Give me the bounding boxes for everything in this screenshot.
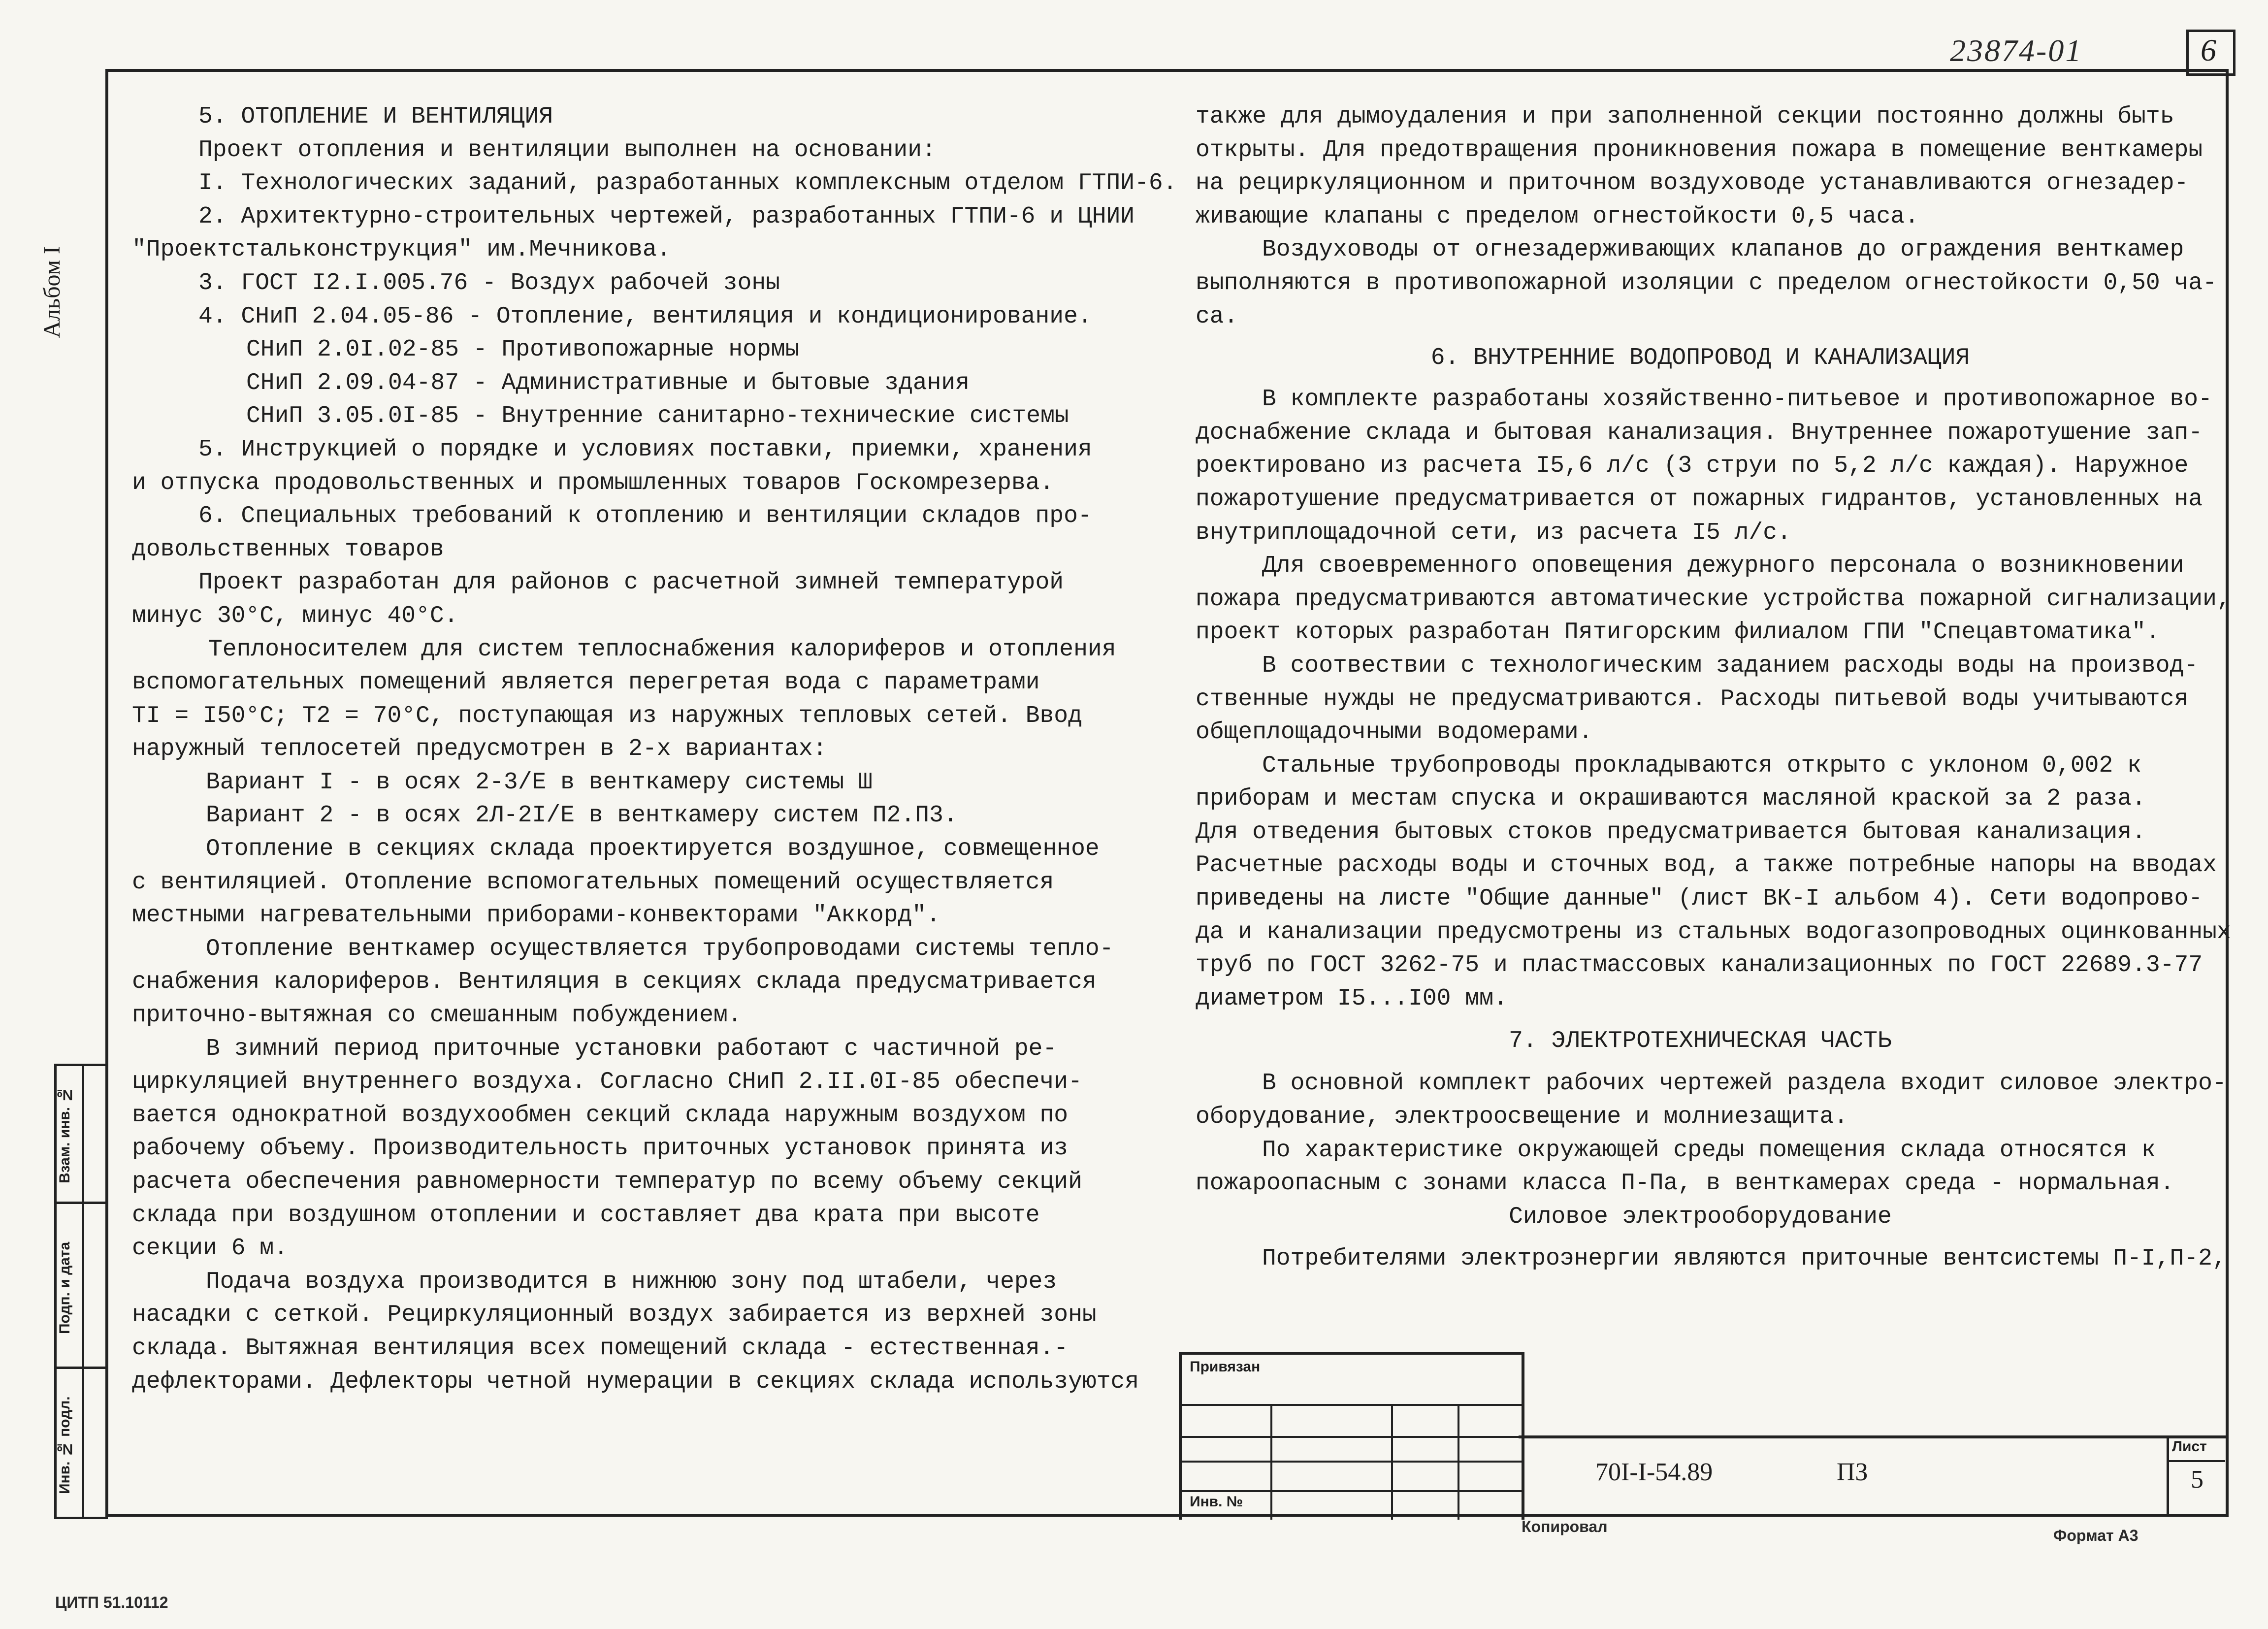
section-heading-heating: 5. ОТОПЛЕНИЕ И ВЕНТИЛЯЦИЯ bbox=[198, 103, 553, 130]
sheet-divider bbox=[2169, 1460, 2225, 1462]
text-line: оборудование, электроосвещение и молниезащита. bbox=[1196, 1104, 1848, 1131]
sheet-label: Лист bbox=[2172, 1438, 2207, 1455]
text-line: на рециркуляционном и приточном воздуховоде устанавливаются огнезадер- bbox=[1196, 170, 2189, 197]
text-line: СНиП 2.0I.02-85 - Противопожарные нормы bbox=[246, 336, 800, 363]
text-line: Для своевременного оповещения дежурного персонала о возникновении bbox=[1262, 553, 2184, 580]
text-line: живающие клапаны с пределом огнестойкости 0,5 часа. bbox=[1196, 203, 1919, 230]
text-line: пожароопасным с зонами класса П-Па, в венткамерах среда - нормальная. bbox=[1196, 1170, 2174, 1197]
table-line bbox=[1391, 1404, 1393, 1520]
text-line: По характеристике окружающей среды помещения склада относятся к bbox=[1262, 1137, 2156, 1164]
text-line: Отопление венткамер осуществляется трубопроводами системы тепло- bbox=[206, 935, 1114, 962]
text-line: Вариант 2 - в осях 2Л-2I/Е в венткамеру систем П2.П3. bbox=[206, 802, 958, 829]
table-line bbox=[1182, 1490, 1522, 1492]
text-line: "Проектстальконструкция" им.Мечникова. bbox=[132, 236, 671, 263]
text-line: секции 6 м. bbox=[132, 1235, 288, 1262]
text-line: минус 30°С, минус 40°С. bbox=[132, 602, 458, 629]
text-line: В соотвествии с технологическим заданием расходы воды на производ- bbox=[1262, 652, 2199, 679]
text-line: с вентиляцией. Отопление вспомогательных помещений осуществляется bbox=[132, 869, 1054, 896]
document-type: ПЗ bbox=[1837, 1458, 1868, 1486]
text-line: приточно-вытяжная со смешанным побуждением. bbox=[132, 1002, 742, 1029]
text-line: наружный теплосетей предусмотрен в 2-х вариантах: bbox=[132, 736, 827, 763]
text-line: снабжения калориферов. Вентиляция в секциях склада предусматривается bbox=[132, 969, 1097, 996]
text-line: СНиП 3.05.0I-85 - Внутренние санитарно-технические системы bbox=[246, 403, 1069, 430]
text-line: также для дымоудаления и при заполненной секции постоянно должны быть bbox=[1196, 103, 2174, 130]
title-block-attachment-table bbox=[1179, 1352, 1524, 1520]
text-line: пожаротушение предусматривается от пожарных гидрантов, установленных на bbox=[1196, 486, 2203, 513]
text-line: Вариант I - в осях 2-3/Е в венткамеру системы Ш bbox=[206, 769, 873, 796]
strip-divider bbox=[57, 1367, 108, 1369]
text-line: пожара предусматриваются автоматические устройства пожарной сигнализации, bbox=[1196, 586, 2231, 613]
text-line: да и канализации предусмотрены из стальных водогазопроводных оцинкованных bbox=[1196, 918, 2231, 945]
text-line: местными нагревательными приборами-конвекторами "Аккорд". bbox=[132, 902, 940, 929]
text-line: и отпуска продовольственных и промышленных товаров Госкомрезерва. bbox=[132, 469, 1054, 496]
text-line: дефлекторами. Дефлекторы четной нумерации в секциях склада используются bbox=[132, 1368, 1139, 1395]
text-line: ственные нужды не предусматриваются. Расходы питьевой воды учитываются bbox=[1196, 685, 2189, 713]
text-line: проект которых разработан Пятигорским филиалом ГПИ "Спецавтоматика". bbox=[1196, 619, 2160, 646]
sheet-cell bbox=[2167, 1435, 2225, 1514]
text-line: приведены на листе "Общие данные" (лист ВК-I альбом 4). Сети водопрово- bbox=[1196, 885, 2203, 912]
text-line: открыты. Для предотвращения проникновения пожара в помещение венткамеры bbox=[1196, 136, 2203, 163]
text-line: Для отведения бытовых стоков предусматривается бытовая канализация. bbox=[1196, 818, 2146, 846]
text-line: расчета обеспечения равномерности температур по всему объему секций bbox=[132, 1169, 1082, 1195]
text-line: склада. Вытяжная вентиляция всех помещений склада - естественная.- bbox=[132, 1335, 1069, 1362]
inv-number-label: Инв. № bbox=[1190, 1494, 1243, 1510]
text-line: 3. ГОСТ I2.I.005.76 - Воздух рабочей зоны bbox=[198, 269, 780, 296]
subsection-heading-power: Силовое электрооборудование bbox=[1509, 1203, 1892, 1230]
strip-label-original-inv: Инв. № подл. bbox=[57, 1396, 73, 1495]
text-line: приборам и местам спуска и окрашиваются масляной краской за 2 раза. bbox=[1196, 785, 2146, 813]
text-line: диаметром I5...I00 мм. bbox=[1196, 985, 1508, 1012]
text-line: В основной комплект рабочих чертежей раздела входит силовое электро- bbox=[1262, 1070, 2227, 1097]
text-line: 6. Специальных требований к отоплению и вентиляции складов про- bbox=[198, 503, 1092, 530]
text-line: TI = I50°С; Т2 = 70°С, поступающая из наружных тепловых сетей. Ввод bbox=[132, 702, 1082, 729]
copied-by-label: Копировал bbox=[1522, 1518, 1608, 1535]
text-line: довольственных товаров bbox=[132, 536, 444, 563]
document-code: 70I-I-54.89 bbox=[1595, 1458, 1713, 1486]
text-line: Проект разработан для районов с расчетной зимней температурой bbox=[198, 569, 1064, 596]
format-label: Формат А3 bbox=[2053, 1527, 2138, 1544]
text-line: Подача воздуха производится в нижнюю зону под штабели, через bbox=[206, 1268, 1057, 1295]
table-line bbox=[1182, 1436, 1522, 1438]
text-line: Проект отопления и вентиляции выполнен на основании: bbox=[198, 136, 936, 163]
text-line: труб по ГОСТ 3262-75 и пластмассовых канализационных по ГОСТ 22689.3-77 bbox=[1196, 952, 2203, 979]
text-line: Стальные трубопроводы прокладываются открыто с уклоном 0,002 к bbox=[1262, 752, 2141, 779]
strip-vertical-divider bbox=[82, 1066, 84, 1517]
strip-divider bbox=[57, 1202, 108, 1204]
strip-label-replacement: Взам. инв. № bbox=[57, 1086, 73, 1184]
page-number: 6 bbox=[2201, 33, 2216, 67]
text-line: Потребителями электроэнергии являются приточные вентсистемы П-I,П-2, bbox=[1262, 1245, 2227, 1272]
text-line: выполняются в противопожарной изоляции с пределом огнестойкости 0,50 ча- bbox=[1196, 269, 2217, 296]
strip-label-signature-date: Подп. и дата bbox=[57, 1241, 73, 1334]
sheet-number: 5 bbox=[2191, 1466, 2203, 1494]
text-line: общеплощадочными водомерами. bbox=[1196, 719, 1593, 746]
text-line: Отопление в секциях склада проектируется воздушное, совмещенное bbox=[206, 836, 1100, 863]
left-text-column bbox=[132, 100, 1177, 1399]
text-line: Расчетные расходы воды и сточных вод, а также потребные напоры на вводах bbox=[1196, 852, 2217, 879]
text-line: Воздуховоды от огнезадерживающих клапанов до ограждения венткамер bbox=[1262, 236, 2184, 263]
text-line: СНиП 2.09.04-87 - Административные и бытовые здания bbox=[246, 369, 970, 396]
text-line: I. Технологических заданий, разработанных комплексным отделом ГТПИ-6. bbox=[198, 170, 1177, 197]
text-line: доснабжение склада и бытовая канализация. Внутреннее пожаротушение зап- bbox=[1196, 419, 2203, 446]
text-line: вспомогательных помещений является перегретая вода с параметрами bbox=[132, 669, 1040, 696]
text-line: рабочему объему. Производительность приточных установок принята из bbox=[132, 1135, 1069, 1162]
binding-strip bbox=[54, 1064, 108, 1519]
section-heading-water: 6. ВНУТРЕННИЕ ВОДОПРОВОД И КАНАЛИЗАЦИЯ bbox=[1430, 345, 1970, 372]
handwritten-doc-code: 23874-01 bbox=[1950, 33, 2083, 68]
org-code: ЦИТП 51.10112 bbox=[55, 1594, 168, 1611]
text-line: 2. Архитектурно-строительных чертежей, разработанных ГТПИ-6 и ЦНИИ bbox=[198, 203, 1135, 230]
text-line: 5. Инструкцией о порядке и условиях поставки, приемки, хранения bbox=[198, 436, 1092, 463]
text-line: са. bbox=[1196, 303, 1238, 330]
table-line bbox=[1182, 1461, 1522, 1463]
text-line: В зимний период приточные установки работают с частичной ре- bbox=[206, 1035, 1057, 1062]
text-line: 4. СНиП 2.04.05-86 - Отопление, вентиляция и кондиционирование. bbox=[198, 303, 1092, 330]
attached-label: Привязан bbox=[1190, 1359, 1261, 1375]
right-text-column bbox=[1196, 100, 2231, 1276]
text-line: роектировано из расчета I5,6 л/с (3 струи по 5,2 л/с каждая). Наружное bbox=[1196, 453, 2189, 480]
table-line bbox=[1458, 1404, 1459, 1520]
text-line: насадки с сеткой. Рециркуляционный воздух забирается из верхней зоны bbox=[132, 1302, 1097, 1329]
table-line bbox=[1182, 1404, 1522, 1406]
text-line: вается однократной воздухообмен секций склада наружным воздухом по bbox=[132, 1102, 1069, 1129]
section-heading-electrical: 7. ЭЛЕКТРОТЕХНИЧЕСКАЯ ЧАСТЬ bbox=[1509, 1028, 1892, 1055]
text-line: В комплекте разработаны хозяйственно-питьевое и противопожарное во- bbox=[1262, 386, 2212, 413]
text-line: склада при воздушном отоплении и составляет два крата при высоте bbox=[132, 1202, 1040, 1229]
text-line: внутриплощадочной сети, из расчета I5 л/с. bbox=[1196, 519, 1791, 546]
text-line: циркуляцией внутреннего воздуха. Согласно СНиП 2.II.0I-85 обеспечи- bbox=[132, 1069, 1082, 1096]
text-line: Теплоносителем для систем теплоснабжения калориферов и отопления bbox=[208, 636, 1116, 663]
table-line bbox=[1270, 1404, 1272, 1520]
album-label: Альбом I bbox=[39, 246, 65, 338]
